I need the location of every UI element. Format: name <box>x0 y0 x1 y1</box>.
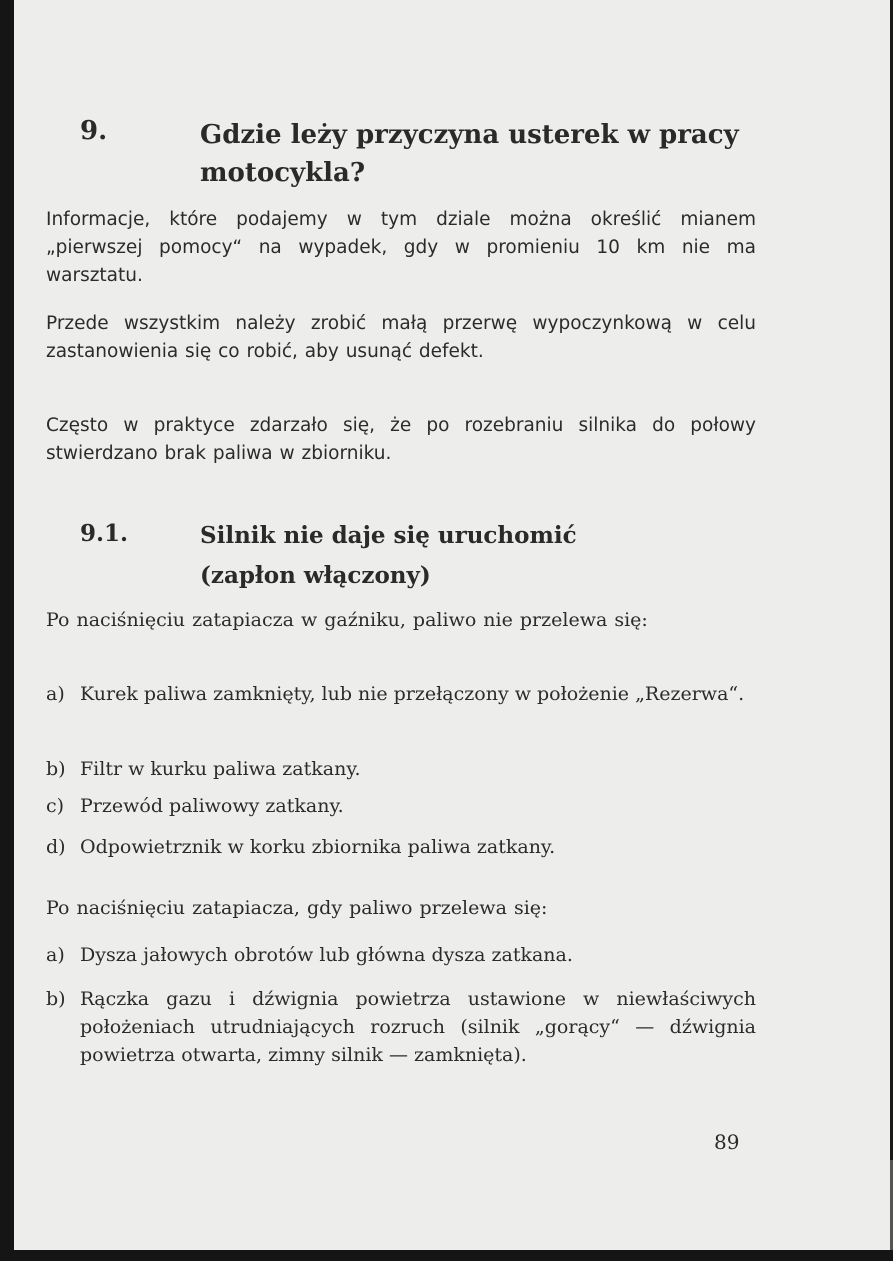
item-text: Kurek paliwa zamknięty, lub nie przełączony w położenie „Rezerwa“. <box>80 683 745 705</box>
item-label: a) <box>46 683 65 705</box>
section-number: 9.1. <box>80 520 129 547</box>
case1-heading: Po naciśnięciu zatapiacza w gaźniku, paliwo nie przelewa się: <box>46 609 648 631</box>
item-text: Przewód paliwowy zatkany. <box>80 795 344 817</box>
section-title <box>200 516 760 596</box>
item-text: Dysza jałowych obrotów lub główna dysza zatkana. <box>80 944 573 966</box>
scan-bottom-edge <box>0 1250 893 1261</box>
item-label: c) <box>46 795 65 817</box>
intro-paragraph-1: Informacje, które podajemy w tym dziale można określić mianem „pierwszej pomocy“ na wypadek, gdy w promieniu 10 km nie ma warsztatu. <box>46 209 756 286</box>
item-text: Filtr w kurku paliwa zatkany. <box>80 758 361 780</box>
intro-paragraph-2: Przede wszystkim należy zrobić małą przerwę wypoczynkową w celu zastanowienia się co robić, aby usunąć defekt. <box>46 313 756 362</box>
chapter-title: Gdzie leży przyczyna usterek w pracy motocykla? <box>200 120 739 188</box>
case1-item-b <box>46 755 756 783</box>
case2-item-b <box>46 985 756 1069</box>
case1-item-d <box>46 833 756 861</box>
case2-heading: Po naciśnięciu zatapiacza, gdy paliwo przelewa się: <box>46 897 548 919</box>
page-number: 89 <box>714 1130 740 1154</box>
intro-paragraph-3: Często w praktyce zdarzało się, że po rozebraniu silnika do połowy stwierdzano brak paliwa w zbiorniku. <box>46 415 756 464</box>
item-text: Rączka gazu i dźwignia powietrza ustawione w niewłaściwych położeniach utrudniających rozruch (silnik „gorący“ — dźwignia powietrza otwarta, zimny silnik — zamknięta). <box>80 988 756 1066</box>
case1-item-a <box>46 680 756 708</box>
section-title-line-2: (zapłon włączony) <box>200 562 431 589</box>
chapter-number: 9. <box>80 116 108 146</box>
item-label: d) <box>46 836 66 858</box>
item-label: b) <box>46 758 66 780</box>
item-label: a) <box>46 944 65 966</box>
case2-item-a <box>46 941 756 969</box>
section-title-line-1: Silnik nie daje się uruchomić <box>200 522 577 549</box>
item-text: Odpowietrznik w korku zbiornika paliwa zatkany. <box>80 836 556 858</box>
book-page <box>14 0 890 1250</box>
case1-item-c <box>46 792 756 820</box>
item-label: b) <box>46 988 66 1010</box>
scan-left-edge <box>0 0 14 1261</box>
